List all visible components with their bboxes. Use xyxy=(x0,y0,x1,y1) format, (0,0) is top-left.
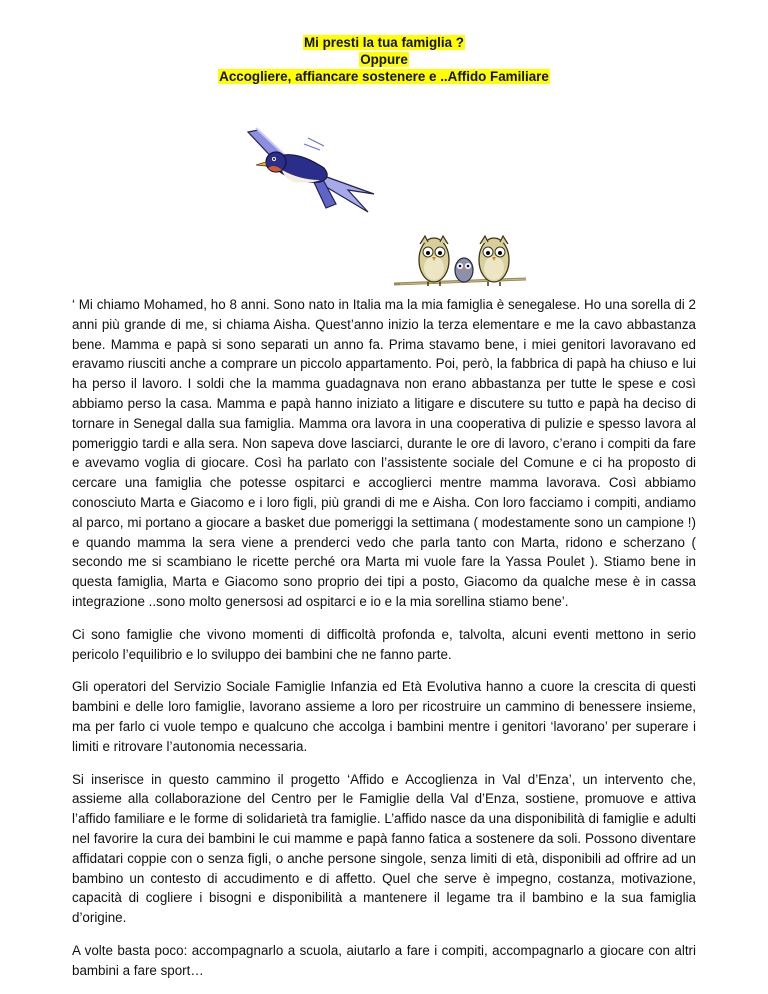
title-block xyxy=(0,34,768,85)
paragraph-difficulties: Ci sono famiglie che vivono momenti di difficoltà profonda e, talvolta, alcuni eventi mettono in serio pericolo l’equilibrio e lo sviluppo dei bambini che ne fanno parte. xyxy=(72,626,696,662)
title-line-1: Mi presti la tua famiglia ? xyxy=(304,35,464,50)
title-line-3: Accogliere, affiancare sostenere e ..Affido Familiare xyxy=(219,69,549,84)
paragraph-testimony: ‘ Mi chiamo Mohamed, ho 8 anni. Sono nato in Italia ma la mia famiglia è senegalese. Ho una sorella di 2 anni più grande di me, si chiama Aisha. Quest’anno inizio la terza elementare e me la cavo abbastanza bene. Mamma e papà si sono separati un anno fa. Prima stavamo bene, i miei genitori lavoravano ed eravamo riusciti anche a comprare un piccolo appartamento. Poi, però, la fabbrica di papà ha chiuso e lui ha perso il lavoro. I soldi che la mamma guadagnava non erano abbastanza per tutte le spese e così abbiamo perso la casa. Mamma e papà hanno iniziato a litigare e discutere su tutto e papà ha deciso di tornare in Senegal dalla sua famiglia. Mamma ora lavora in una cooperativa di pulizie e spesso lavora al pomeriggio tardi e alla sera. Non sapeva dove lasciarci, durante le ore di lavoro, c’erano i compiti da fare e avevamo voglia di giocare. Così ha parlato con l’assistente sociale del Comune e ci ha proposto di cercare una famiglia che potesse ospitarci e accoglierci mentre mamma lavorava. Così abbiamo conosciuto Marta e Giacomo e i loro figli, più grandi di me e Aisha. Con loro facciamo i compiti, andiamo al parco, mi portano a giocare a basket due pomeriggi la settimana ( modestamente sono un campione !) e quando mamma la sera viene a prenderci vedo che parla tanto con Marta, ridono e scherzano ( secondo me si scambiano le ricette perché ora Marta mi vuole fare la Yassa Poulet ). Stiamo bene in questa famiglia, Marta e Giacomo sono proprio dei tipi a posto, Giacomo da qualche mese è in cassa integrazione ..sono molto genersosi ad ospitarci e io e la mia sorellina stiamo bene’. xyxy=(72,297,696,609)
body-text xyxy=(72,295,696,994)
paragraph-closing: A volte basta poco: accompagnarlo a scuola, aiutarlo a fare i compiti, accompagnarlo a giocare con altri bambini a fare sport… xyxy=(72,942,696,978)
title-line-2: Oppure xyxy=(360,52,408,67)
swallow-clipart-icon xyxy=(228,124,376,214)
paragraph-project: Si inserisce in questo cammino il progetto ‘Affido e Accoglienza in Val d’Enza’, un intervento che, assieme alla collaborazione del Centro per le Famiglie della Val d’Enza, sostiene, promuove e attiva l’affido familiare e le forme di solidarietà tra famiglie. L’affido nasce da una disponibilità di famiglie e adulti nel favorire la cura dei bambini le cui mamme e papà fanno fatica a sostenere da soli. Possono diventare affidatari coppie con o senza figli, o anche persone singole, senza limiti di età, disponibili ad offrire ad un bambino un contesto di accudimento e di affetto. Quel che serve è impegno, costanza, motivazione, capacità di cogliere i bisogni e disponibilità a mantenere il legame tra il bambino e la sua famiglia d’origine. xyxy=(72,771,696,926)
paragraph-social-services: Gli operatori del Servizio Sociale Famiglie Infanzia ed Età Evolutiva hanno a cuore la crescita di questi bambini e delle loro famiglie, lavorano assieme a loro per ricostruire un cammino di benessere insieme, ma per farlo ci vuole tempo e qualcuno che accolga i bambini mentre i genitori ‘lavorano’ per superare i limiti e ritrovare l’autonomia necessaria. xyxy=(72,679,696,754)
